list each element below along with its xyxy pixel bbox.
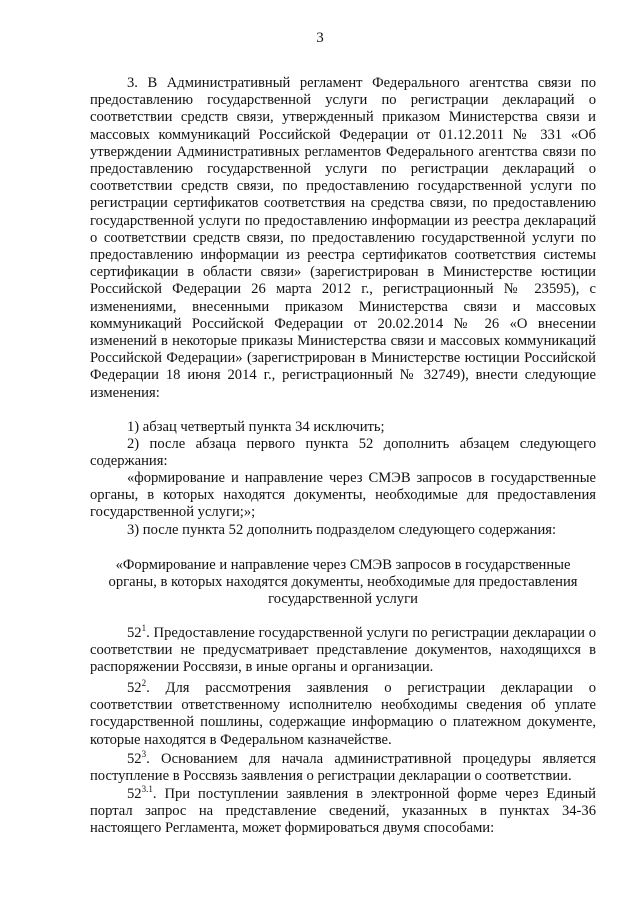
section-superscript: 2	[141, 678, 147, 689]
section-52-1	[90, 625, 596, 677]
quoted-paragraph: «формирование и направление через СМЭВ запросов в государственные органы, в которых находятся документы, необходимые для предоставления государственной услуги;»;	[90, 470, 596, 521]
section-52-2	[90, 680, 596, 749]
section-superscript: 3	[141, 749, 147, 760]
section-52-3-1	[90, 786, 596, 838]
section-number: 52	[127, 751, 142, 767]
paragraph-amendment-3: 3. В Административный регламент Федерального агентства связи по предоставлению государственной услуги по регистрации деклараций о соответствии средств связи, утвержденный приказом Министерства связи и массовых коммуникаций Российской Федерации от 01.12.2011 № 331 «Об утверждении Административных регламентов Федерального агентства связи по предоставлению государственной услуги по регистрации деклараций о соответствии средств связи, по предоставлению государственной услуги по регистрации сертификатов соответствия на средства связи, по предоставлению государственной услуги по предоставлению информации из реестра деклараций о соответствии средств связи, по предоставлению государственной услуги по предоставлению информации из реестра сертификатов соответствия системы сертификации в области связи» (зарегистрирован в Министерстве юстиции Российской Федерации 26 марта 2012 г., регистрационный № 23595), с изменениями, внесенными приказом Министерства связи и массовых коммуникаций Российской Федерации от 20.02.2014 № 26 «О внесении изменений в некоторые приказы Министерства связи и массовых коммуникаций Российской Федерации» (зарегистрирован в Министерстве юстиции Российской Федерации 18 июня 2014 г., регистрационный № 32749), внести следующие изменения:	[90, 75, 596, 401]
section-number: 52	[127, 680, 142, 696]
section-text: . При поступлении заявления в электронной форме через Единый портал запрос на представление сведений, указанных в пунктах 34-36 настоящего Регламента, может формироваться двумя способами:	[90, 786, 596, 837]
section-number: 52	[127, 625, 142, 641]
list-item-2: 2) после абзаца первого пункта 52 дополнить абзацем следующего содержания:	[90, 436, 596, 470]
page-number: 3	[316, 30, 324, 46]
section-number: 52	[127, 786, 142, 802]
section-text: . Для рассмотрения заявления о регистрации декларации о соответствии ответственному исполнителю необходимы сведения об уплате государственной пошлины, содержащие информацию о платежном документе, которые находятся в Федеральном казначействе.	[90, 680, 596, 748]
list-item-3: 3) после пункта 52 дополнить подразделом следующего содержания:	[127, 522, 557, 538]
section-52-3	[90, 751, 596, 785]
section-text: . Предоставление государственной услуги по регистрации декларации о соответствии не предусматривает представление документов, находящихся в распоряжении Россвязи, в иные органы и организации.	[90, 625, 596, 676]
section-text: . Основанием для начала административной процедуры является поступление в Россвязь заявления о регистрации декларации о соответствии.	[90, 751, 596, 785]
section-superscript: 3.1	[141, 784, 153, 795]
subsection-heading: «Формирование и направление через СМЭВ запросов в государственные органы, в которых находятся документы, необходимые для предоставления государственной услуги	[108, 557, 578, 608]
section-superscript: 1	[141, 623, 147, 634]
list-item-1: 1) абзац четвертый пункта 34 исключить;	[127, 419, 385, 435]
